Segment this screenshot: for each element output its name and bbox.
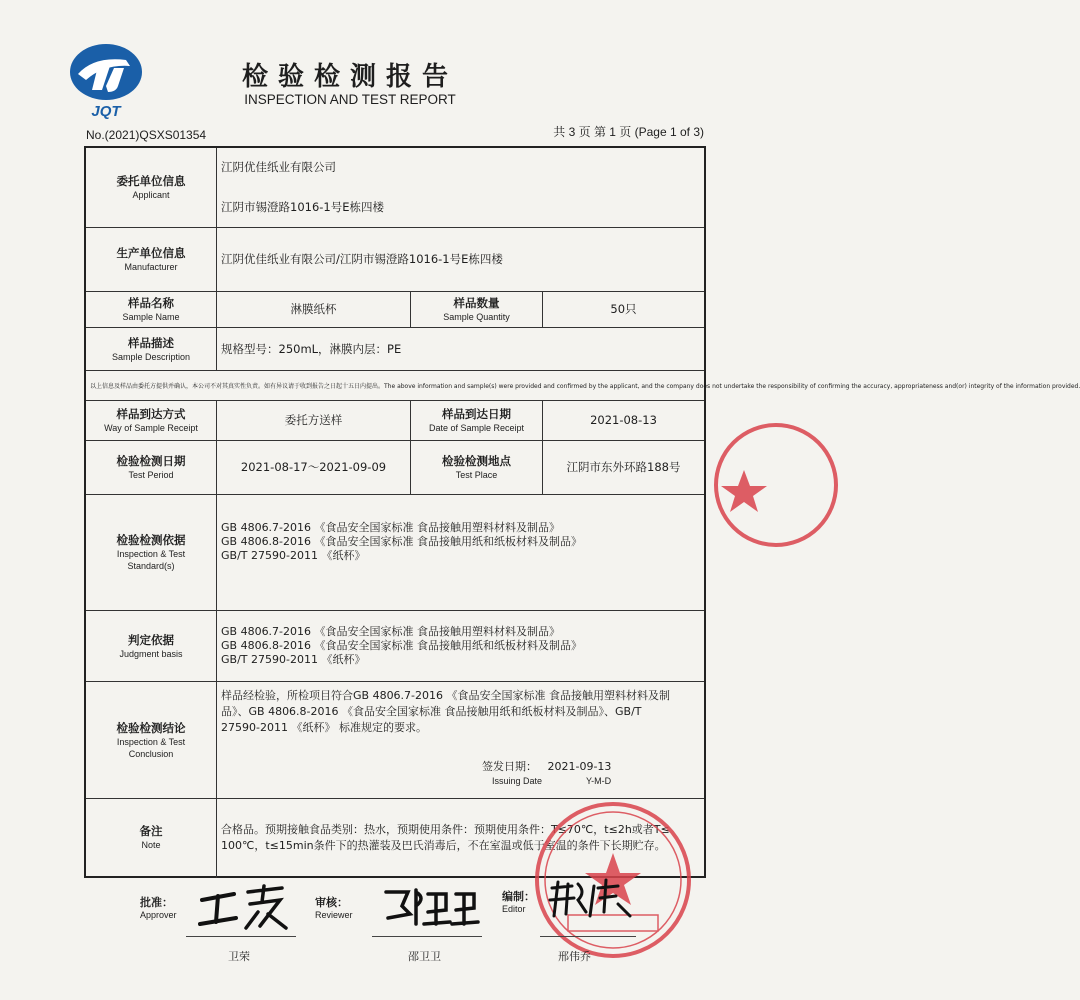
note-line: 合格品。预期接触食品类别：热水，预期使用条件：预期使用条件：T≤70℃，t≤2h或者T≤: [221, 822, 670, 836]
receipt-date-value: 2021-08-13: [590, 413, 657, 427]
sample-description-value: 规格型号：250mL，淋膜内层：PE: [221, 341, 402, 356]
approver-label: 批准： Approver: [140, 896, 177, 920]
judgment-line: GB 4806.7-2016 《食品安全国家标准 食品接触用塑料材料及制品》: [221, 625, 561, 638]
standards-value: [217, 495, 704, 610]
issuing-date: 2021-09-13: [547, 760, 612, 773]
editor-line: [540, 936, 636, 937]
approver-signature: [196, 878, 296, 934]
standard-line: GB 4806.8-2016 《食品安全国家标准 食品接触用纸和纸板材料及制品》: [221, 534, 583, 548]
issuing-label: 签发日期：: [482, 760, 537, 773]
disclaimer-statement: 以上信息及样品由委托方提供并确认，本公司不对其真实性负责。如有异议请于收到报告之日起十五日内提出。The above information and sample(s) were provided and confirmed by the applicant, and the company does not undertake the responsibility of confirming the accuracy, appropriateness and(or) integrity of the information provided.: [90, 383, 1080, 390]
page-indicator: 共 3 页 第 1 页 (Page 1 of 3): [553, 125, 704, 139]
note-line: 100℃，t≤15min条件下的热灌装及巴氏消毒后，不在室温或低于室温的条件下长期贮存。: [221, 838, 666, 852]
test-place-value: 江阴市东外环路188号: [566, 460, 681, 474]
manufacturer-label: 生产单位信息 Manufacturer: [116, 246, 186, 272]
reviewer-signature: [380, 884, 480, 932]
reviewer-name: 邵卫卫: [408, 950, 441, 963]
sample-name-value: 淋膜纸杯: [290, 302, 337, 316]
date-format: Y-M-D: [586, 776, 612, 786]
editor-signature: [546, 876, 636, 922]
report-table: [84, 146, 1080, 878]
editor-name: 邢伟乔: [558, 950, 591, 963]
report-title-en: INSPECTION AND TEST REPORT: [244, 92, 456, 107]
test-period-label: 检验检测日期 Test Period: [116, 454, 186, 480]
conclusion-line: 样品经检验，所检项目符合GB 4806.7-2016 《食品安全国家标准 食品接触用塑料材料及制: [221, 689, 671, 702]
receipt-way-label: 样品到达方式 Way of Sample Receipt: [104, 407, 198, 433]
judgment-line: GB 4806.8-2016 《食品安全国家标准 食品接触用纸和纸板材料及制品》: [221, 639, 583, 652]
conclusion-label: 检验检测结论 Inspection & Test Conclusion: [116, 720, 186, 759]
receipt-way-value: 委托方送样: [284, 413, 343, 427]
receipt-date-label: 样品到达日期 Date of Sample Receipt: [428, 407, 525, 433]
approver-name: 卫荣: [228, 950, 250, 963]
note-label: 备注 Note: [139, 824, 163, 850]
judgment-value: [217, 611, 704, 681]
seal-stamp-partial: [696, 420, 796, 550]
conclusion-value: [217, 682, 704, 798]
sample-quantity-value: 50只: [610, 302, 637, 316]
judgment-label: 判定依据 Judgment basis: [119, 632, 183, 659]
conclusion-line: 品》、GB 4806.8-2016 《食品安全国家标准 食品接触用纸和纸板材料及制品》、GB/T: [221, 705, 642, 718]
report-number: No.(2021)QSXS01354: [86, 128, 207, 142]
report-title-cn: 检验检测报告: [241, 62, 458, 92]
reviewer-line: [372, 936, 482, 937]
approver-line: [186, 936, 296, 937]
applicant-name: 江阴优佳纸业有限公司: [221, 160, 336, 175]
reviewer-label: 审核： Reviewer: [315, 896, 353, 920]
issuing-date-block: [482, 758, 611, 774]
applicant-value: [217, 148, 704, 227]
applicant-label: 委托单位信息 Applicant: [116, 174, 186, 200]
standards-label: 检验检测依据 Inspection & Test Standard(s): [116, 533, 186, 571]
test-place-label: 检验检测地点 Test Place: [442, 454, 511, 480]
jqt-logo: [64, 38, 148, 122]
judgment-line: GB/T 27590-2011 《纸杯》: [221, 653, 366, 666]
conclusion-line: 27590-2011 《纸杯》 标准规定的要求。: [221, 721, 427, 734]
sample-name-label: 样品名称 Sample Name: [122, 296, 180, 322]
sample-quantity-label: 样品数量 Sample Quantity: [443, 296, 510, 322]
standard-line: GB 4806.7-2016 《食品安全国家标准 食品接触用塑料材料及制品》: [221, 520, 561, 534]
issuing-label-en: Issuing Date: [492, 776, 543, 786]
row-divider: [86, 370, 704, 371]
sample-description-label: 样品描述 Sample Description: [111, 335, 191, 362]
editor-label: 编制： Editor: [502, 890, 535, 914]
test-period-value: 2021-08-17～2021-09-09: [240, 460, 387, 474]
standard-line: GB/T 27590-2011 《纸杯》: [221, 548, 366, 562]
applicant-address: 江阴市锡澄路1016-1号E栋四楼: [221, 199, 384, 214]
manufacturer-value: 江阴优佳纸业有限公司/江阴市锡澄路1016-1号E栋四楼: [221, 252, 503, 266]
logo-text: JQT: [91, 103, 121, 120]
